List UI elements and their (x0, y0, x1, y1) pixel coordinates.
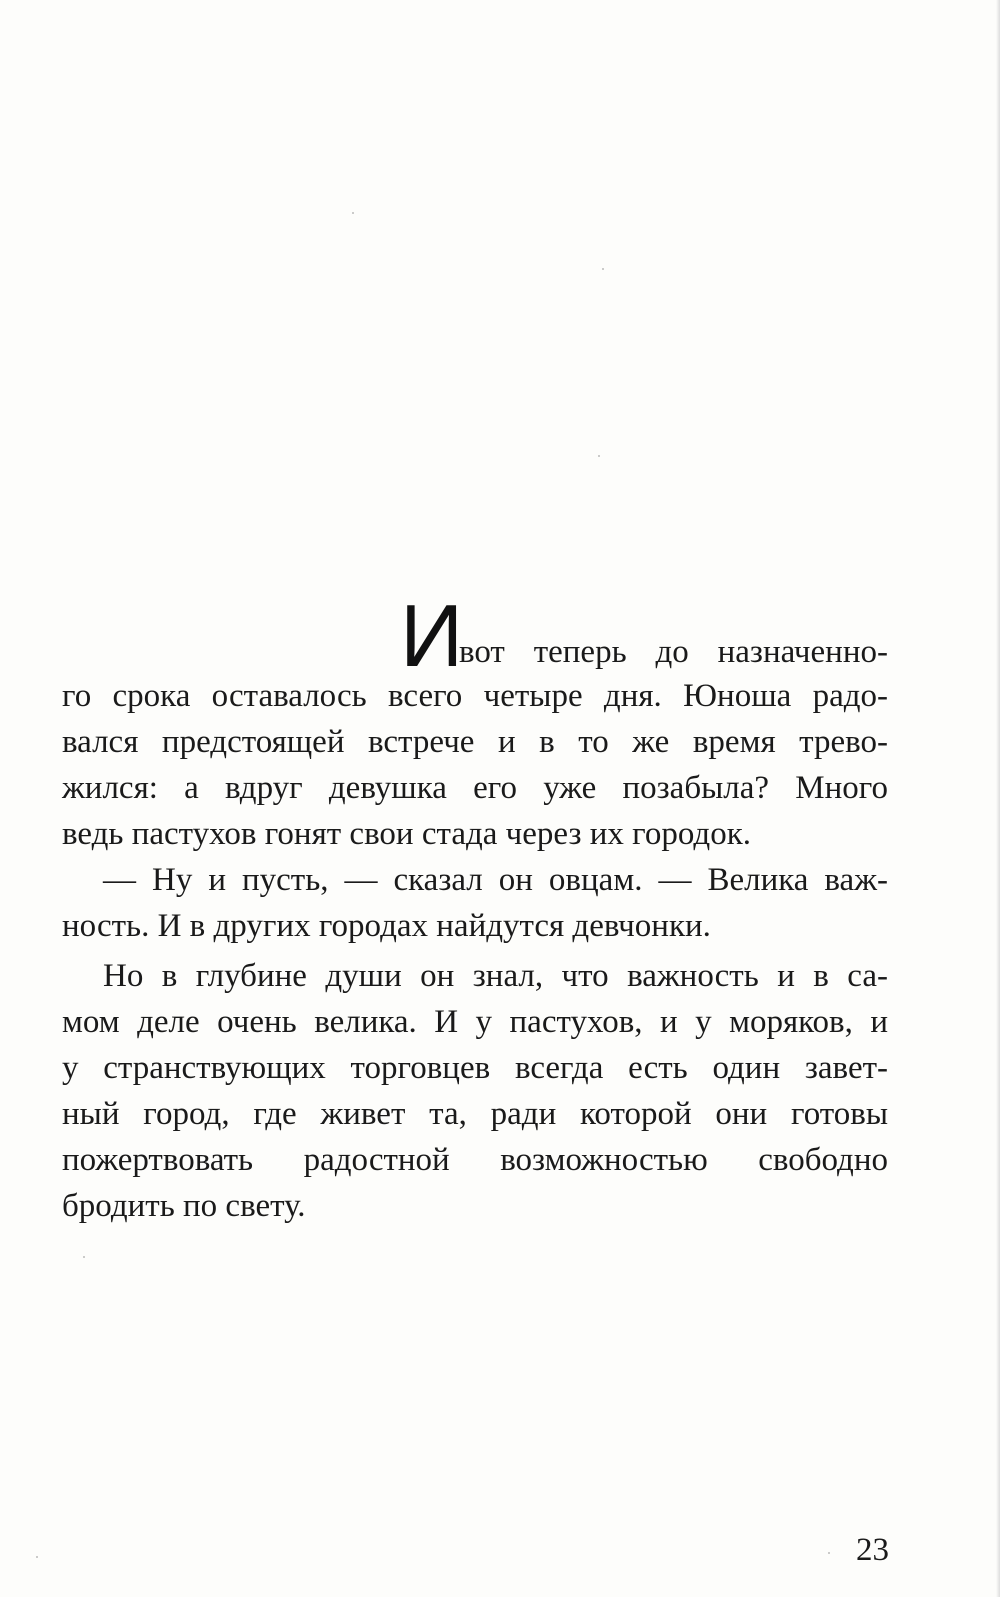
text-line: у странствующих торговцев всегда есть один завет- (62, 1050, 888, 1086)
text-line: пожертвовать радостной возможностью свободно (62, 1142, 888, 1178)
text-line: бродить по свету. (62, 1188, 306, 1224)
text-line: Но в глубине души он знал, что важность и в са- (103, 958, 888, 994)
paper-speck (602, 268, 604, 270)
paper-speck (352, 212, 354, 214)
page-edge-shadow (996, 0, 1000, 1597)
paper-speck (36, 1556, 38, 1558)
text-line: жился: а вдруг девушка его уже позабыла? Много (62, 770, 888, 806)
page-number: 23 (856, 1532, 889, 1568)
text-line: ность. И в других городах найдутся девчонки. (62, 908, 711, 944)
drop-cap: И (400, 586, 464, 685)
text-line: мом деле очень велика. И у пастухов, и у моряков, и (62, 1004, 888, 1040)
paper-speck (828, 1552, 830, 1554)
paper-speck (83, 1256, 85, 1258)
text-line: ведь пастухов гонят свои стада через их городок. (62, 816, 751, 852)
text-line: вался предстоящей встрече и в то же время трево- (62, 724, 888, 760)
paper-speck (598, 455, 600, 457)
text-line: — Ну и пусть, — сказал он овцам. — Велика важ- (103, 862, 888, 898)
text-line: го срока оставалось всего четыре дня. Юноша радо- (62, 678, 888, 714)
text-line: ный город, где живет та, ради которой они готовы (62, 1096, 888, 1132)
first-line (400, 586, 888, 685)
first-line-text: вот теперь до назначенно- (459, 634, 888, 670)
